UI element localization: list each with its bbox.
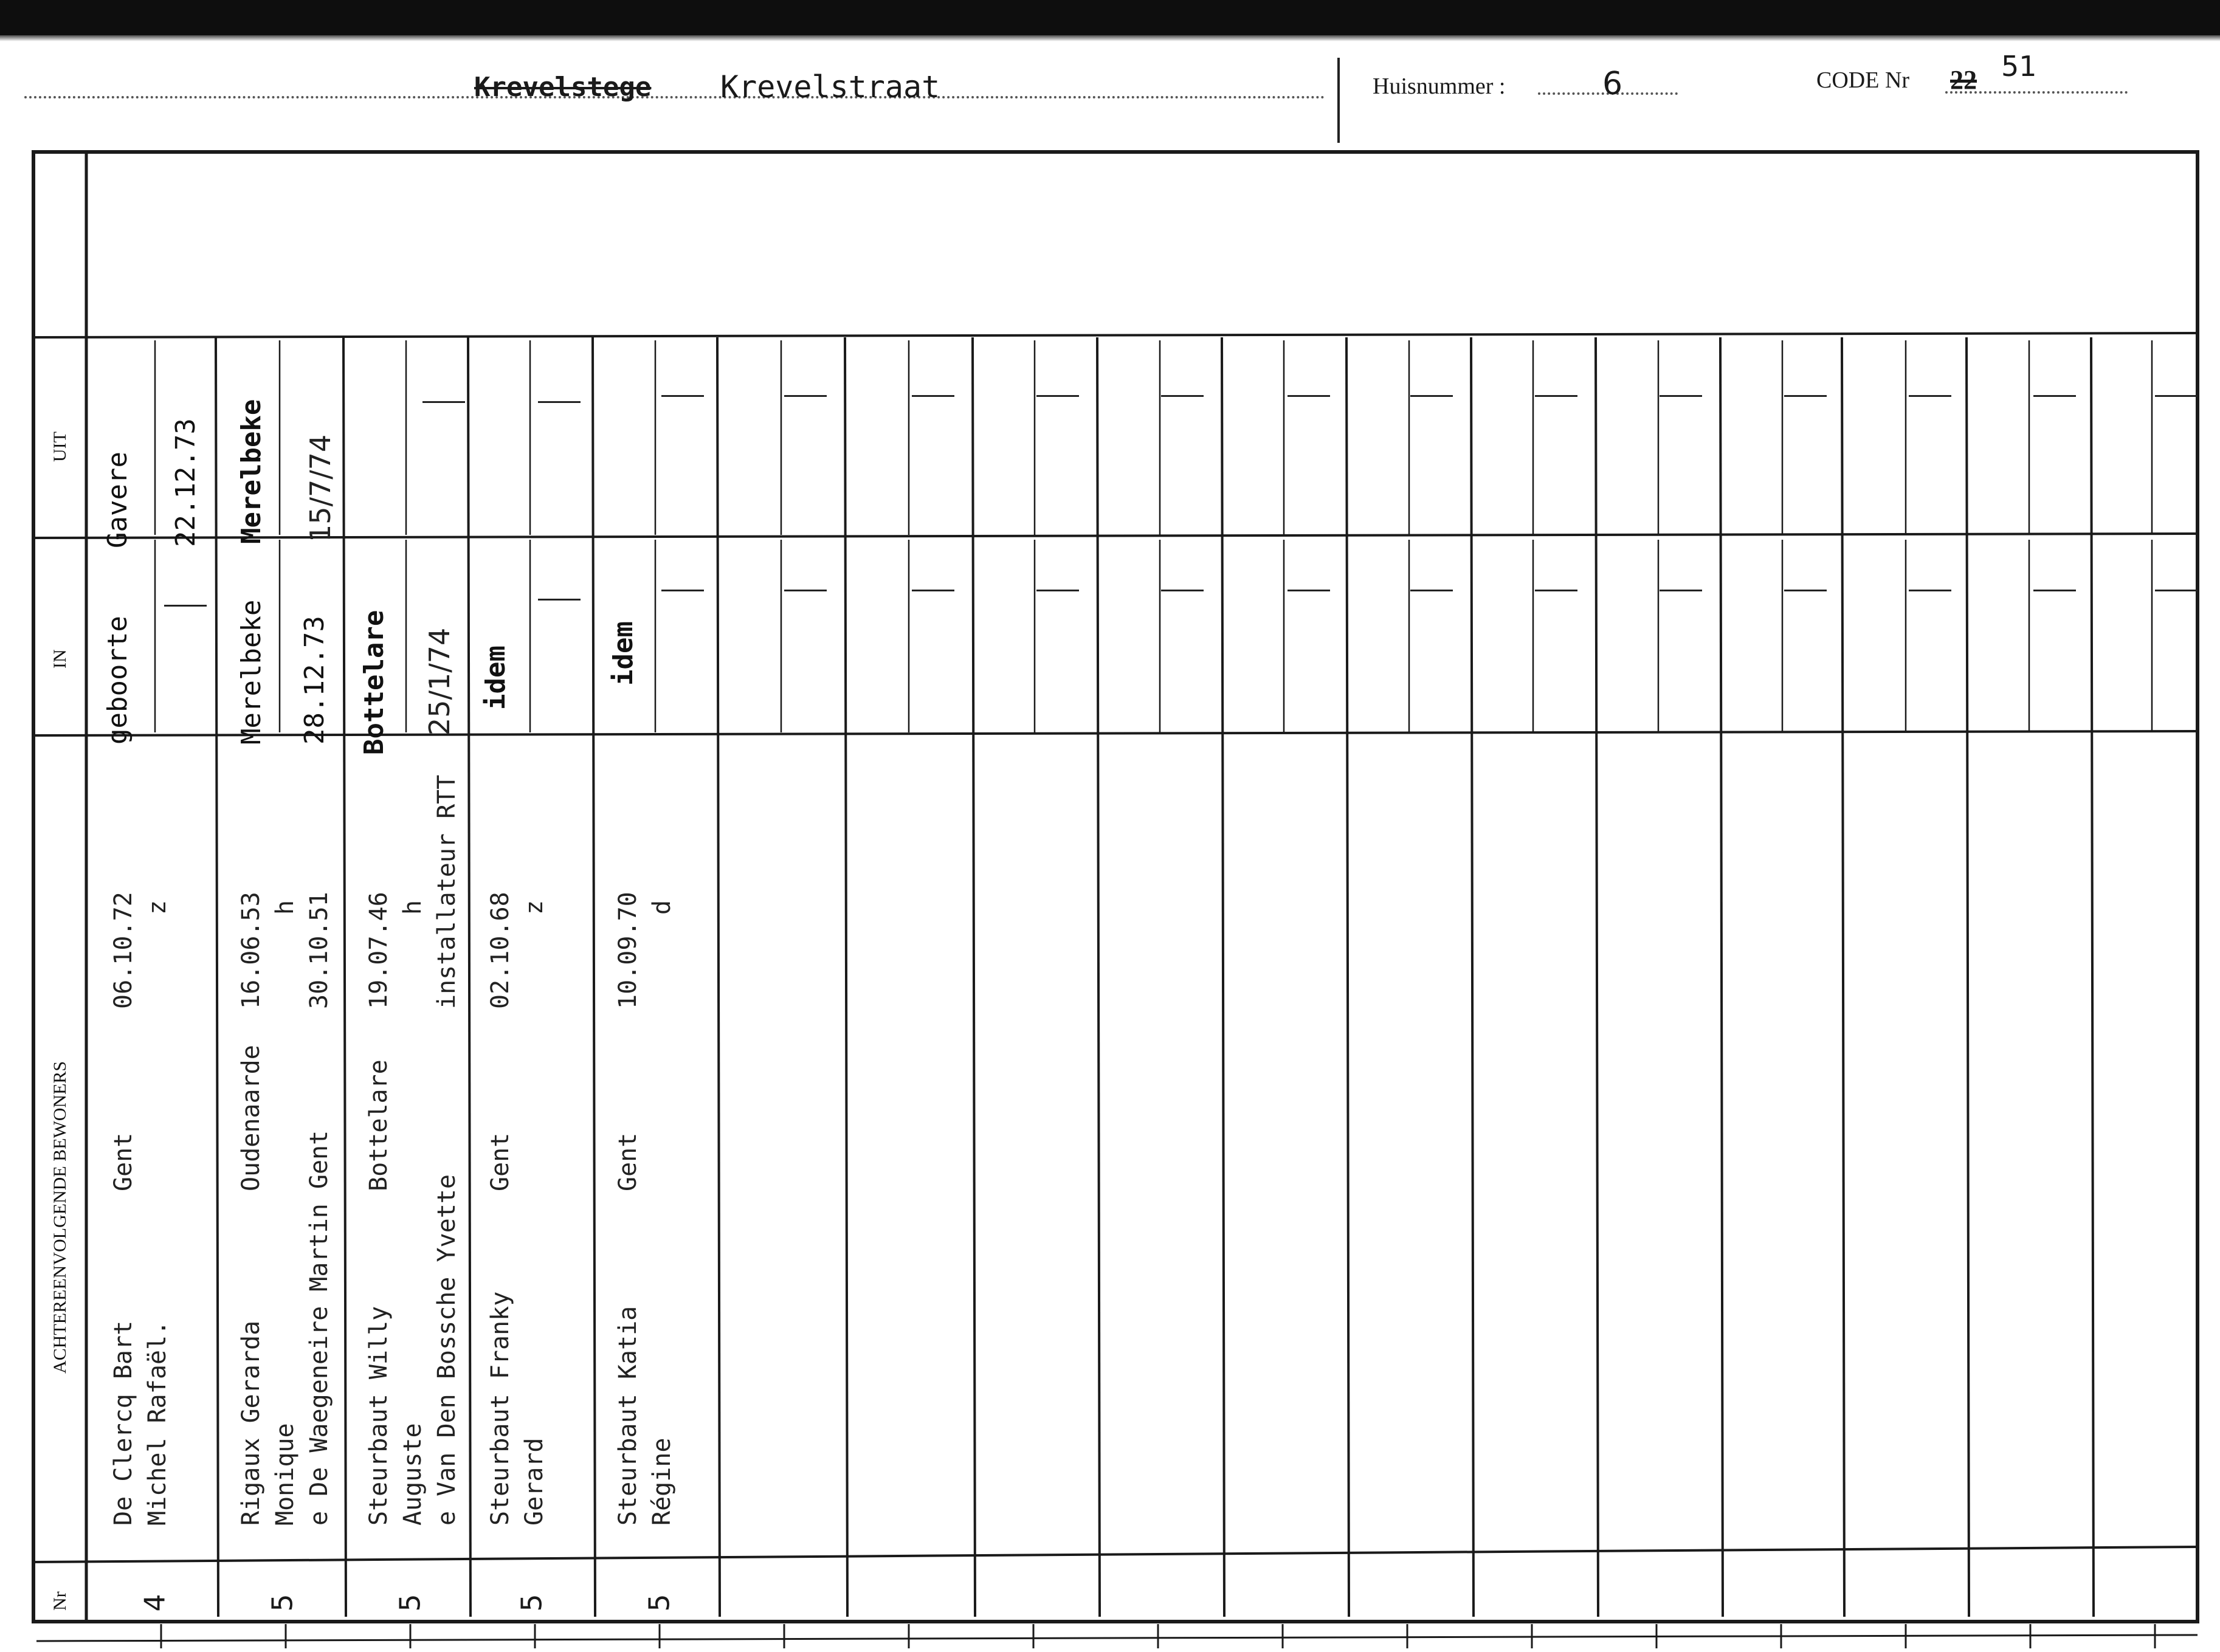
empty-cell-dash bbox=[2155, 395, 2198, 397]
empty-cell-dash bbox=[2033, 395, 2076, 397]
column-line bbox=[717, 337, 720, 1617]
uit-place-1: Gavere bbox=[102, 452, 133, 548]
in-place-1: geboorte bbox=[102, 616, 133, 745]
column-line bbox=[1842, 337, 1844, 1617]
resident-number: 5 bbox=[515, 1594, 548, 1612]
column-line bbox=[2091, 337, 2094, 1617]
empty-cell-dash bbox=[422, 401, 465, 403]
in-place-2: Merelbeke bbox=[236, 599, 267, 745]
resident-name-line: Steurbaut Willy bbox=[365, 1306, 393, 1526]
empty-cell-dash bbox=[1036, 590, 1079, 591]
empty-cell-dash bbox=[1161, 590, 1204, 591]
column-line bbox=[1346, 337, 1349, 1617]
resident-birthplace: Bottelare bbox=[365, 1059, 393, 1191]
empty-cell-dash bbox=[1161, 395, 1204, 397]
empty-cell-dash bbox=[784, 590, 827, 591]
column-line bbox=[343, 337, 346, 1617]
resident-name-line: De Clercq Bart bbox=[109, 1320, 137, 1526]
resident-name-line: Steurbaut Franky bbox=[486, 1291, 514, 1526]
resident-name-line: Auguste bbox=[399, 1423, 427, 1526]
uit-date-1: 22.12.73 bbox=[170, 418, 201, 547]
empty-cell-dash bbox=[2033, 590, 2076, 591]
empty-cell-dash bbox=[1784, 590, 1827, 591]
column-line bbox=[593, 337, 595, 1617]
empty-cell-dash bbox=[164, 605, 207, 607]
resident-birthdate: 16.06.53 bbox=[237, 892, 265, 1009]
resident-extra: 30.10.51 bbox=[305, 892, 333, 1009]
resident-birthdate: 10.09.70 bbox=[614, 892, 642, 1009]
resident-code: h bbox=[271, 900, 299, 915]
resident-code: d bbox=[648, 900, 676, 915]
resident-code: z bbox=[520, 900, 548, 915]
empty-cell-dash bbox=[1410, 395, 1453, 397]
empty-cell-dash bbox=[1660, 590, 1702, 591]
resident-name-line: e De Waegeneire Martin Gent bbox=[305, 1130, 333, 1526]
column-line bbox=[973, 337, 975, 1617]
empty-cell-dash bbox=[1410, 590, 1453, 591]
resident-name-line: Monique bbox=[271, 1423, 299, 1526]
resident-birthdate: 19.07.46 bbox=[365, 892, 393, 1009]
column-line bbox=[1967, 337, 1969, 1617]
code-number-struck: 22 bbox=[1950, 65, 1977, 95]
empty-cell-dash bbox=[538, 599, 581, 601]
empty-cell-dash bbox=[661, 590, 704, 591]
code-label: CODE Nr bbox=[1816, 67, 1910, 93]
resident-number: 4 bbox=[138, 1594, 171, 1612]
resident-number: 5 bbox=[643, 1594, 676, 1612]
empty-cell-dash bbox=[1535, 590, 1577, 591]
column-header-bewoners: ACHTEREENVOLGENDE BEWONERS bbox=[50, 1061, 70, 1374]
resident-name-line: Rigaux Gerarda bbox=[237, 1320, 265, 1526]
empty-cell-dash bbox=[1909, 590, 1951, 591]
empty-cell-dash bbox=[784, 395, 827, 397]
code-number: 51 bbox=[2001, 50, 2037, 83]
column-line bbox=[1720, 337, 1723, 1617]
resident-name-line: Steurbaut Katia bbox=[614, 1306, 642, 1526]
resident-extra: installateur RTT bbox=[433, 774, 461, 1009]
empty-cell-dash bbox=[1288, 590, 1330, 591]
house-number-value: 6 bbox=[1602, 66, 1623, 102]
empty-cell-dash bbox=[912, 590, 954, 591]
empty-cell-dash bbox=[2155, 590, 2198, 591]
empty-cell-dash bbox=[538, 401, 581, 403]
bottom-rule bbox=[36, 1635, 2198, 1641]
resident-birthplace: Gent bbox=[109, 1132, 137, 1191]
empty-cell-dash bbox=[1784, 395, 1827, 397]
column-line bbox=[468, 337, 471, 1617]
resident-number: 5 bbox=[393, 1594, 427, 1612]
resident-code: h bbox=[399, 900, 427, 915]
empty-cell-dash bbox=[1288, 395, 1330, 397]
empty-cell-dash bbox=[1036, 395, 1079, 397]
empty-cell-dash bbox=[661, 395, 704, 397]
column-line bbox=[1097, 337, 1100, 1617]
uit-place-2: Merelbeke bbox=[236, 399, 267, 544]
resident-name-line: Gerard bbox=[520, 1437, 548, 1526]
resident-number: 5 bbox=[266, 1594, 299, 1612]
resident-birthplace: Gent bbox=[614, 1132, 642, 1191]
house-number-label: Huisnummer : bbox=[1373, 74, 1506, 99]
column-header-nr: Nr bbox=[50, 1591, 70, 1611]
table-frame bbox=[33, 152, 2198, 1622]
resident-code: z bbox=[143, 900, 171, 915]
column-header-uit: UIT bbox=[50, 432, 70, 462]
resident-birthdate: 06.10.72 bbox=[109, 892, 137, 1009]
column-line bbox=[216, 337, 218, 1617]
resident-birthplace: Oudenaarde bbox=[237, 1045, 265, 1191]
in-date-2: 28.12.73 bbox=[299, 616, 330, 745]
resident-birthdate: 02.10.68 bbox=[486, 892, 514, 1009]
uit-date-2: 15/7/74 bbox=[304, 434, 337, 542]
column-line bbox=[845, 337, 847, 1617]
in-place-3: Bottelare bbox=[359, 610, 390, 755]
street-name-struck: Krevelstege bbox=[474, 72, 652, 103]
column-line bbox=[1471, 337, 1474, 1617]
empty-cell-dash bbox=[912, 395, 954, 397]
empty-cell-dash bbox=[1909, 395, 1951, 397]
resident-birthplace: Gent bbox=[486, 1132, 514, 1191]
resident-name-line: Michel Rafaël. bbox=[143, 1320, 171, 1526]
resident-name-line: Régine bbox=[648, 1437, 676, 1526]
in-place-5: idem bbox=[608, 621, 639, 686]
empty-cell-dash bbox=[1660, 395, 1702, 397]
column-header-in: IN bbox=[50, 649, 70, 669]
column-line bbox=[1222, 337, 1224, 1617]
street-name: Krevelstraat bbox=[720, 69, 940, 105]
column-line bbox=[1596, 337, 1598, 1617]
resident-name-line: e Van Den Bossche Yvette bbox=[433, 1174, 461, 1526]
empty-cell-dash bbox=[1535, 395, 1577, 397]
in-date-3: 25/1/74 bbox=[423, 627, 456, 735]
in-place-4: idem bbox=[480, 645, 511, 710]
